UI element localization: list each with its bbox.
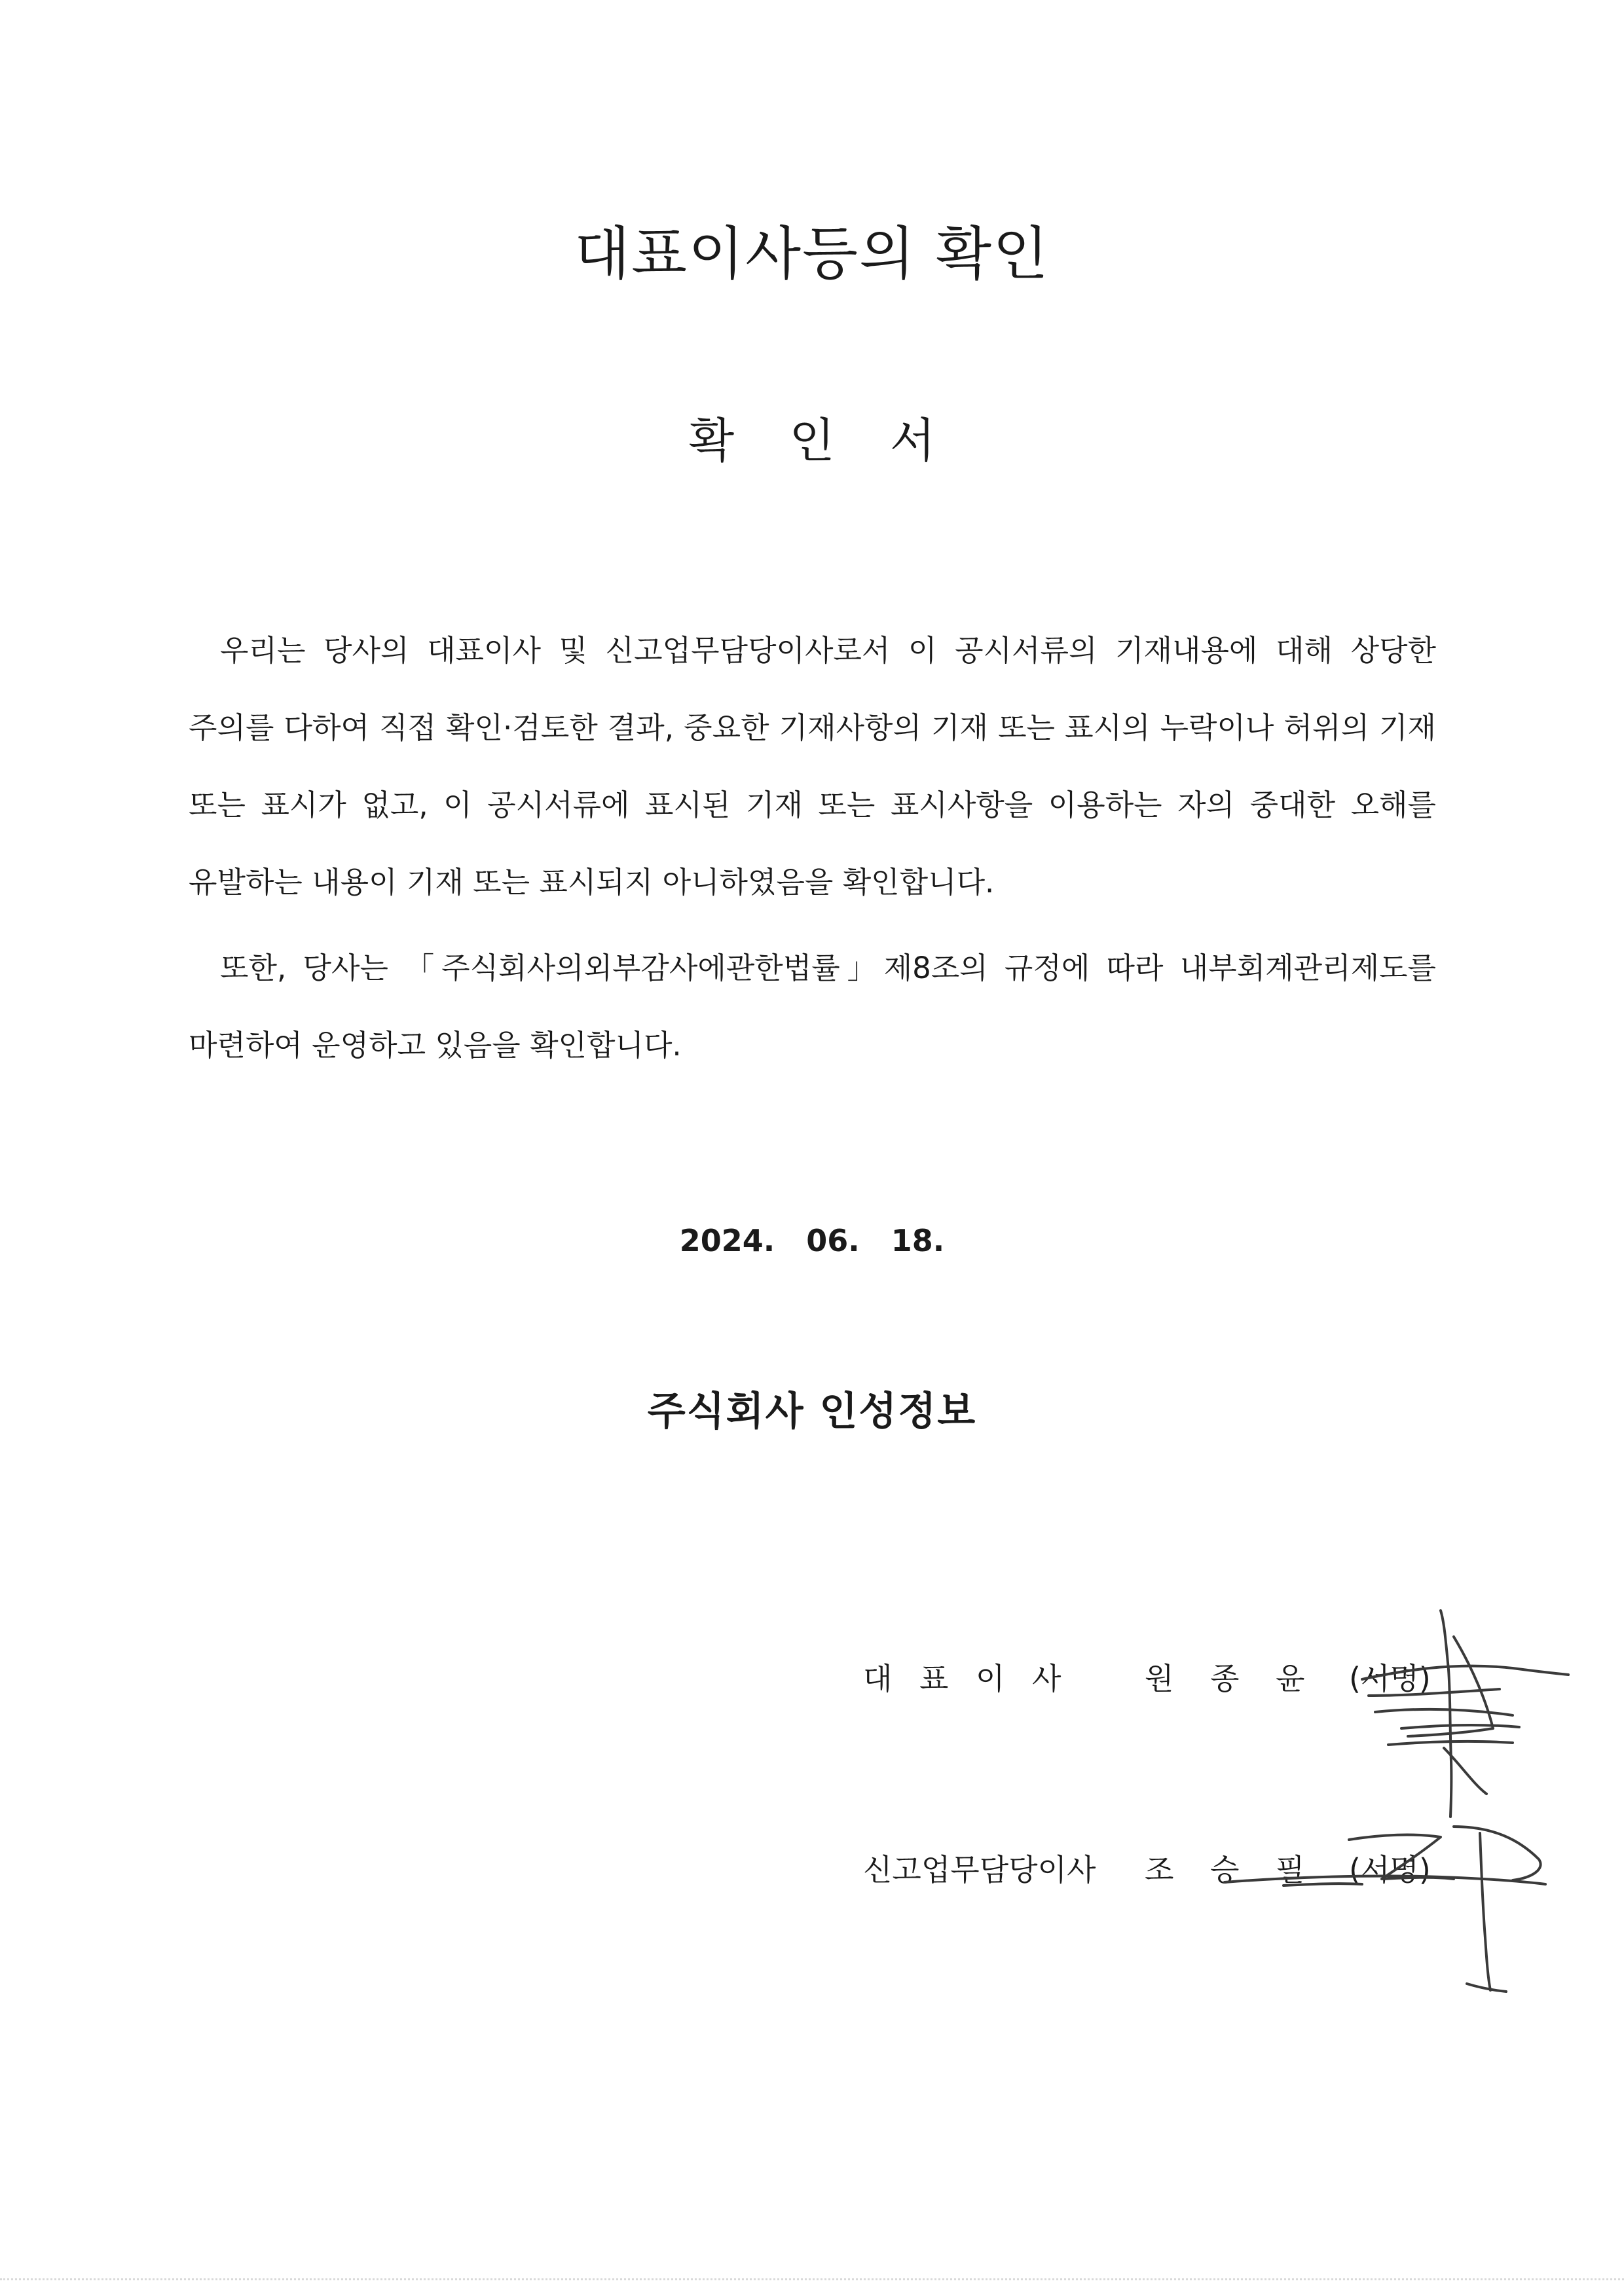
ceo-name-char: 원 (1145, 1661, 1174, 1696)
officer-name-char: 승 (1210, 1852, 1240, 1887)
officer-title: 신고업무담당이사 (863, 1852, 1096, 1887)
ceo-name-char: 윤 (1276, 1661, 1305, 1696)
ceo-title-char: 사 (1032, 1661, 1061, 1696)
paragraph-2-text: 또한, 당사는 「주식회사의외부감사에관한법률」제8조의 규정에 따라 내부회계관리제도를 마련하여 운영하고 있음을 확인합니다. (189, 951, 1436, 1063)
officer-name-char: 필 (1276, 1852, 1305, 1887)
ceo-title-char: 대 (863, 1661, 893, 1696)
subtitle-char: 인 (789, 413, 835, 468)
ceo-title-char: 표 (919, 1661, 949, 1696)
document-date: 2024. 06. 18. (679, 1223, 945, 1258)
ceo-name (1145, 1655, 1341, 1698)
confirmation-paragraph-1 (189, 612, 1436, 921)
confirmation-paragraph-2 (189, 930, 1436, 1084)
officer-sign-label: (서명) (1349, 1852, 1431, 1887)
paragraph-1-text: 우리는 당사의 대표이사 및 신고업무담당이사로서 이 공시서류의 기재내용에 대해 상당한 주의를 다하여 직접 확인·검토한 결과, 중요한 기재사항의 기재 또는 표시의 누락이나 허위의 기재 또는 표시가 없고, 이 공시서류에 표시된 기재 또는 표시사항을 이용하는 자의 중대한 오해를 유발하는 내용이 기재 또는 표시되지 아니하였음을 확인합니다. (189, 633, 1436, 900)
ceo-name-char: 종 (1210, 1661, 1240, 1696)
ceo-sign-label: (서명) (1349, 1661, 1431, 1696)
company-name: 주식회사 인성정보 (647, 1389, 977, 1434)
subtitle-char: 서 (889, 413, 936, 468)
page-bottom-rule (0, 2278, 1624, 2280)
signatory-ceo (863, 1655, 1431, 1698)
ceo-title-char: 이 (976, 1661, 1005, 1696)
ceo-signature (1323, 1597, 1585, 1820)
subtitle-char: 확 (688, 413, 735, 468)
ceo-title (863, 1655, 1145, 1698)
officer-name-char: 조 (1145, 1852, 1174, 1887)
signatory-officer (863, 1846, 1431, 1889)
document-subtitle (0, 403, 1624, 471)
officer-signature (1205, 1807, 1572, 1997)
officer-name (1145, 1846, 1341, 1889)
page-title: 대표이사등의 확인 (574, 220, 1050, 287)
